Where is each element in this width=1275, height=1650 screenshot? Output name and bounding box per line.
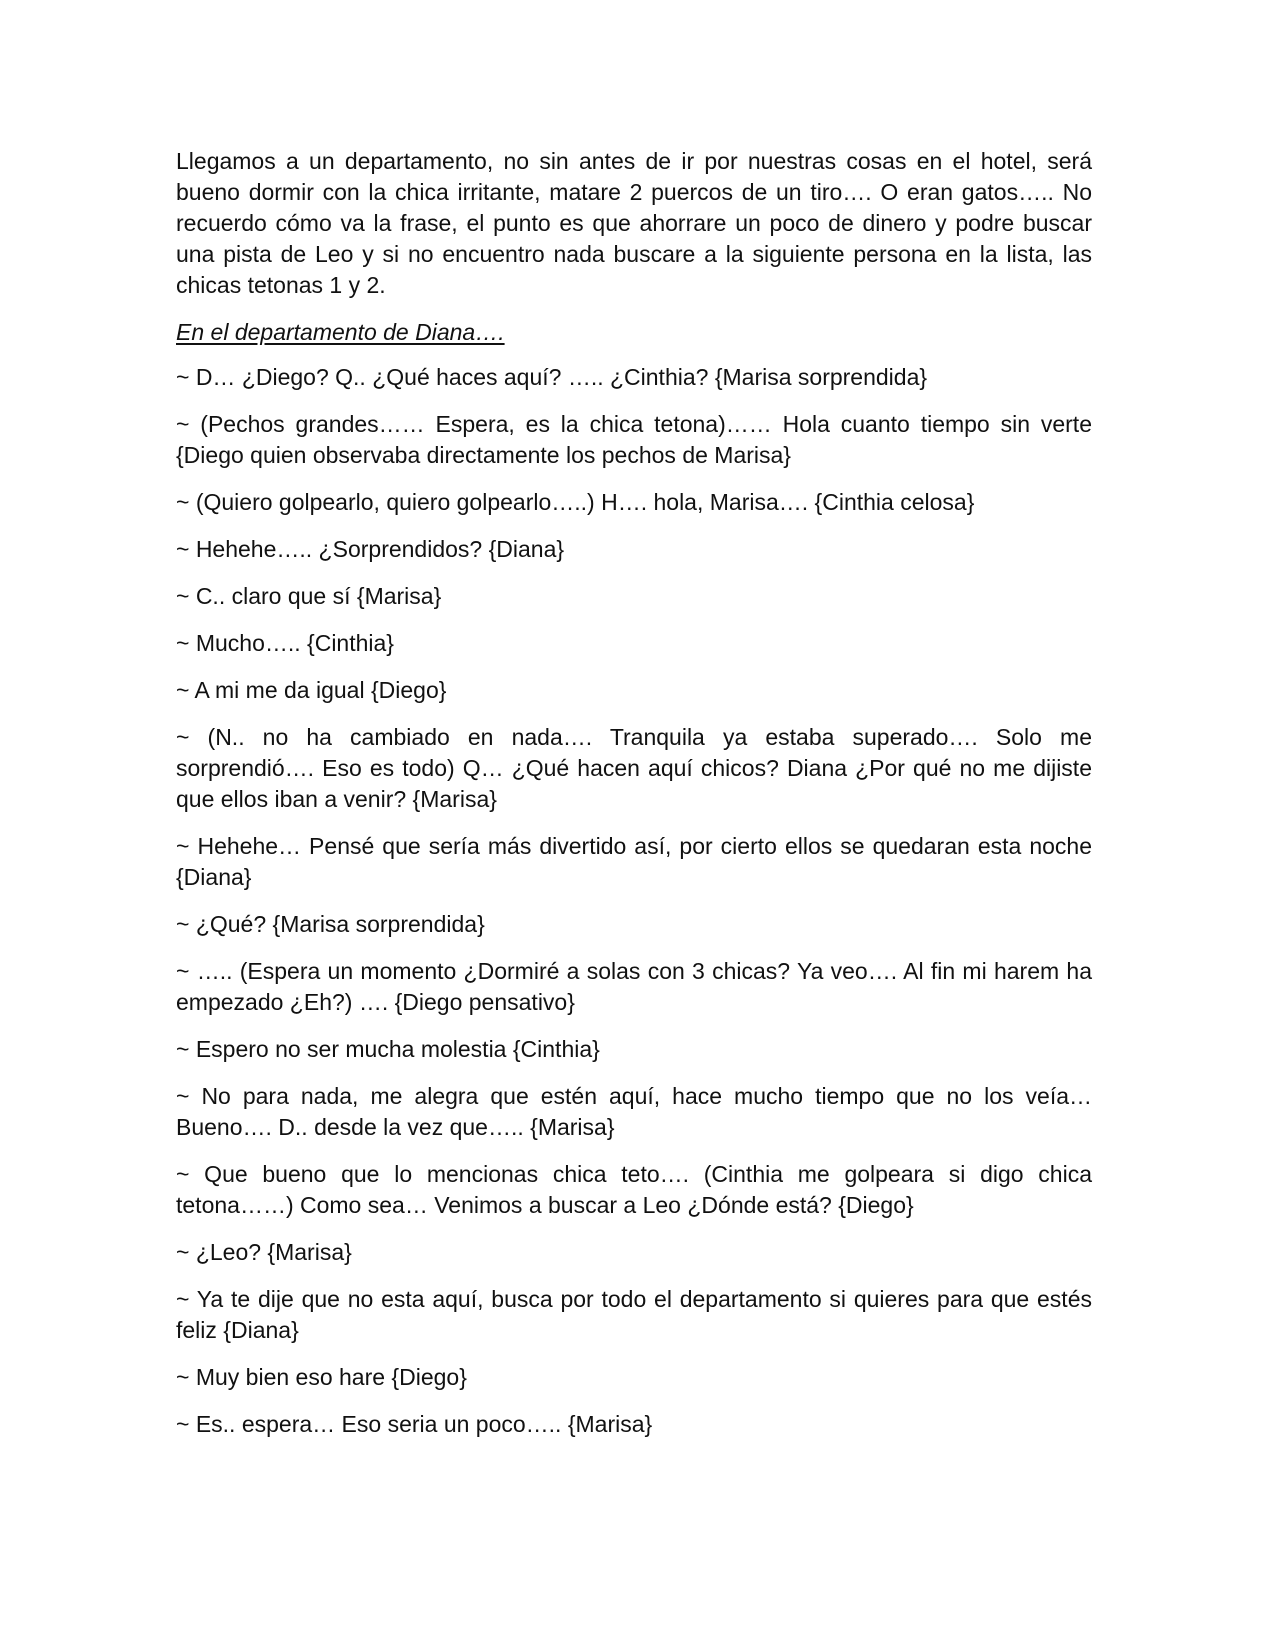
document-body [176,146,1092,1456]
dialogue-line: ~ Que bueno que lo mencionas chica teto…. (Cinthia me golpeara si digo chica tetona……) Como sea… Venimos a buscar a Leo ¿Dónde está? {Diego} [176,1161,1092,1218]
dialogue-line: ~ Es.. espera… Eso seria un poco….. {Marisa} [176,1411,653,1437]
dialogue-line: ~ Espero no ser mucha molestia {Cinthia} [176,1036,600,1062]
dialogue-line: ~ Muy bien eso hare {Diego} [176,1364,467,1390]
dialogue-line: ~ (N.. no ha cambiado en nada…. Tranquila ya estaba superado…. Solo me sorprendió…. Eso es todo) Q… ¿Qué hacen aquí chicos? Diana ¿Por qué no me dijiste que ellos iban a venir? {Marisa} [176,724,1092,812]
dialogue-line: ~ A mi me da igual {Diego} [176,677,447,703]
dialogue-line: ~ (Pechos grandes…… Espera, es la chica tetona)…… Hola cuanto tiempo sin verte {Diego quien observaba directamente los pechos de Marisa} [176,411,1092,468]
intro-paragraph: Llegamos a un departamento, no sin antes de ir por nuestras cosas en el hotel, será bueno dormir con la chica irritante, matare 2 puercos de un tiro…. O eran gatos….. No recuerdo cómo va la frase, el punto es que ahorrare un poco de dinero y podre buscar una pista de Leo y si no encuentro nada buscare a la siguiente persona en la lista, las chicas tetonas 1 y 2. [176,148,1092,298]
dialogue-line: ~ Ya te dije que no esta aquí, busca por todo el departamento si quieres para que estés feliz {Diana} [176,1286,1092,1343]
dialogue-line: ~ Hehehe….. ¿Sorprendidos? {Diana} [176,536,565,562]
dialogue-line: ~ C.. claro que sí {Marisa} [176,583,442,609]
dialogue-line: ~ (Quiero golpearlo, quiero golpearlo…..) H…. hola, Marisa…. {Cinthia celosa} [176,489,975,515]
dialogue-line: ~ ¿Qué? {Marisa sorprendida} [176,911,485,937]
dialogue-line: ~ Hehehe… Pensé que sería más divertido así, por cierto ellos se quedaran esta noche {Diana} [176,833,1092,890]
dialogue-line: ~ No para nada, me alegra que estén aquí, hace mucho tiempo que no los veía… Bueno…. D.. desde la vez que….. {Marisa} [176,1083,1092,1140]
scene-heading: En el departamento de Diana…. [176,319,505,345]
dialogue-line: ~ D… ¿Diego? Q.. ¿Qué haces aquí? ….. ¿Cinthia? {Marisa sorprendida} [176,364,928,390]
dialogue-line: ~ Mucho….. {Cinthia} [176,630,394,656]
dialogue-line: ~ ….. (Espera un momento ¿Dormiré a solas con 3 chicas? Ya veo…. Al fin mi harem ha empezado ¿Eh?) …. {Diego pensativo} [176,958,1092,1015]
dialogue-line: ~ ¿Leo? {Marisa} [176,1239,352,1265]
